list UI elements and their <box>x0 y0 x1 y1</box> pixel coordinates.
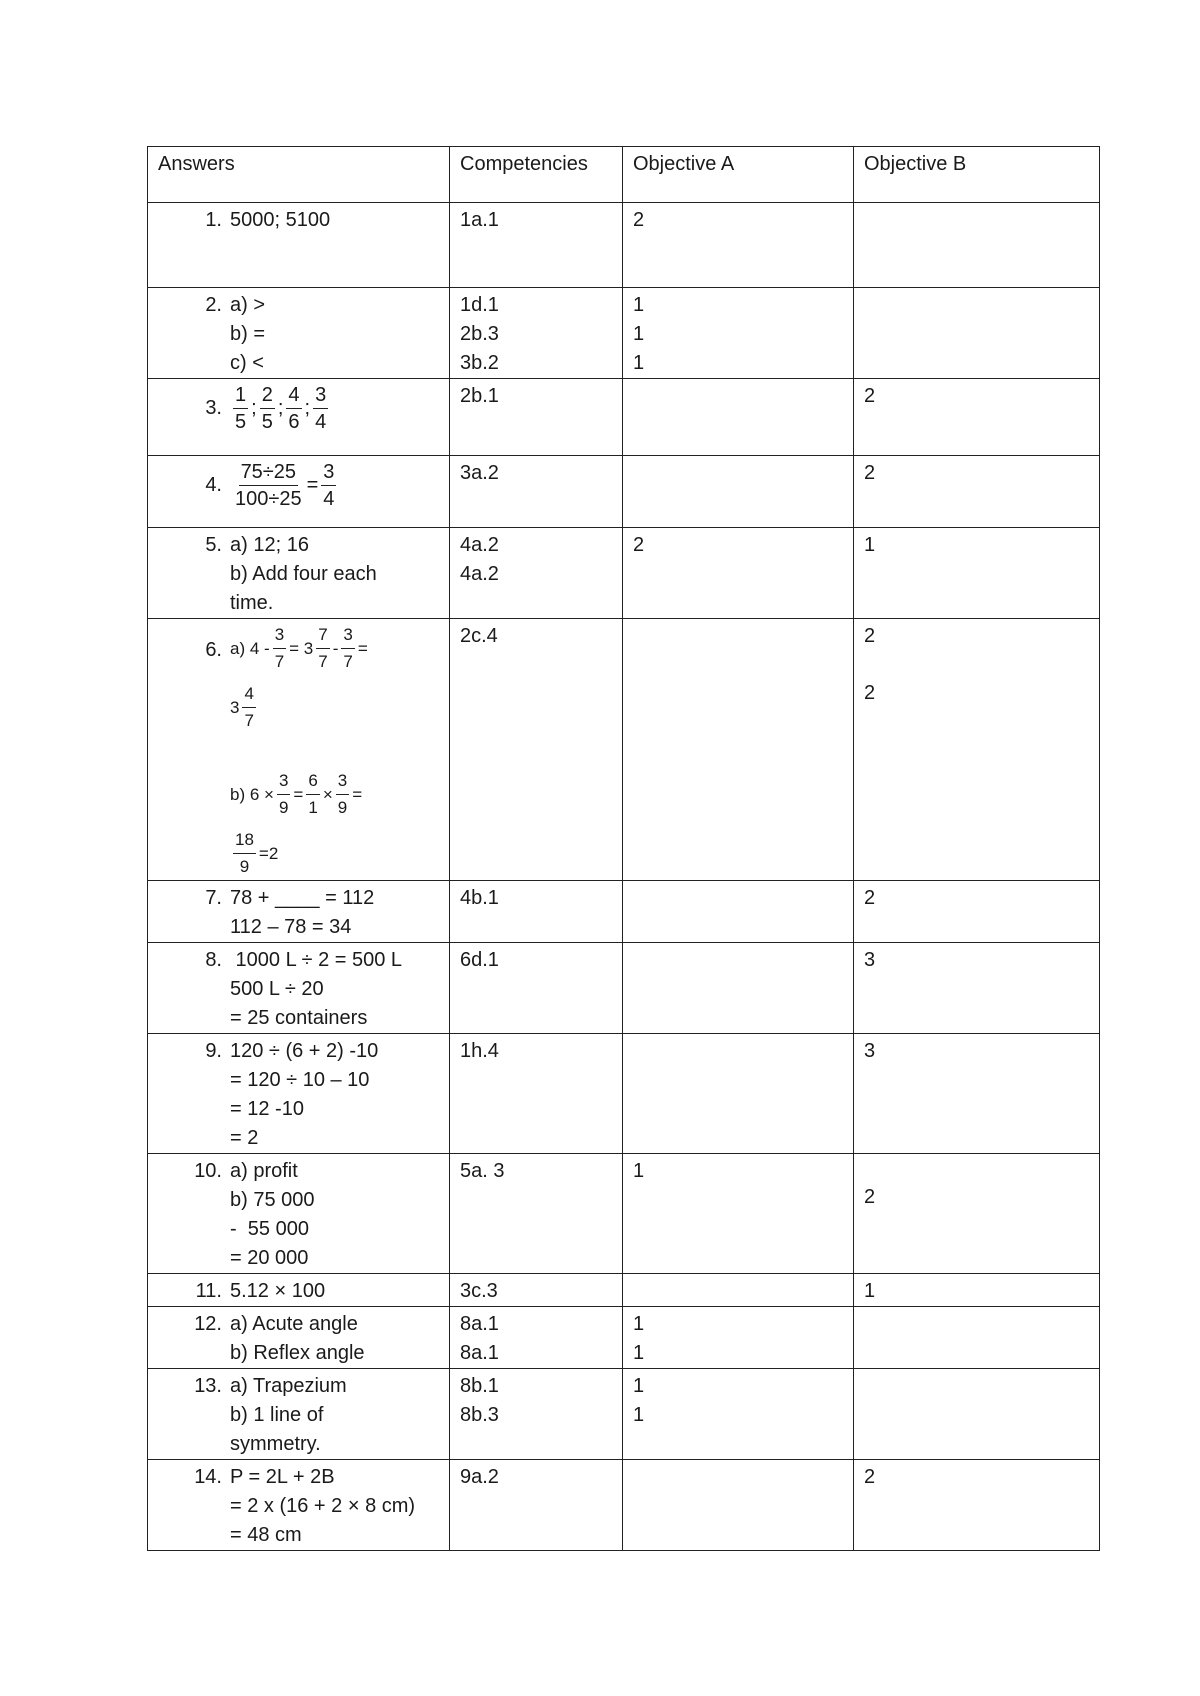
question-number: 10. <box>194 1160 222 1182</box>
answer-cell <box>148 1274 450 1307</box>
table-row <box>148 943 1100 1034</box>
question-number: 2. <box>205 294 222 316</box>
table-row <box>148 1034 1100 1154</box>
answer-line: b) Reflex angle <box>230 1342 365 1364</box>
objective-a-cell <box>623 943 854 1034</box>
competency-code: 4b.1 <box>460 887 499 909</box>
table-row <box>148 1460 1100 1551</box>
table-row <box>148 203 1100 288</box>
competency-code: 2b.3 <box>460 323 499 345</box>
competency-code: 3a.2 <box>460 462 499 484</box>
objective-b-cell <box>854 456 1100 528</box>
objective-b-cell <box>854 881 1100 943</box>
separator: ; <box>304 397 311 419</box>
competency-code: 1h.4 <box>460 1040 499 1062</box>
objective-b-mark: 1 <box>864 534 876 556</box>
objective-b-cell <box>854 1154 1100 1274</box>
table-row <box>148 528 1100 619</box>
answer-line: 78 + ____ = 112 <box>230 887 375 909</box>
objective-a-cell <box>623 1154 854 1274</box>
competency-cell <box>450 1369 623 1460</box>
answer-line: = 25 containers <box>230 1007 368 1029</box>
competency-cell <box>450 619 623 881</box>
competency-code: 1d.1 <box>460 294 499 316</box>
answer-line: 5.12 × 100 <box>230 1280 326 1302</box>
table-row <box>148 1274 1100 1307</box>
question-number: 1. <box>205 209 222 231</box>
answer-line: time. <box>230 592 274 614</box>
table-row <box>148 881 1100 943</box>
answer-line: a) profit <box>230 1160 298 1182</box>
objective-a-cell <box>623 1460 854 1551</box>
header-competencies: Competencies <box>450 147 623 203</box>
answer-line: = 120 ÷ 10 – 10 <box>230 1069 370 1091</box>
fraction: $\frac{75\div 25}{100\div 25}$ <box>235 461 302 510</box>
answer-line: = 12 -10 <box>230 1098 304 1120</box>
objective-a-cell <box>623 528 854 619</box>
competency-code: 8b.3 <box>460 1404 499 1426</box>
objective-b-mark: 2 <box>864 625 876 647</box>
fraction: $\frac{3}{7}$ <box>341 622 354 675</box>
competency-cell <box>450 379 623 456</box>
objective-b-cell <box>854 619 1100 881</box>
answer-cell <box>148 379 450 456</box>
objective-b-cell <box>854 1460 1100 1551</box>
answer-line: a) 12; 16 <box>230 534 309 556</box>
question-number: 6. <box>205 639 222 661</box>
objective-a-mark: 1 <box>633 1404 645 1426</box>
objective-a-cell <box>623 1369 854 1460</box>
competency-code: 9a.2 <box>460 1466 499 1488</box>
answer-part-a: a) 4 - $\frac{3}{7}$ = 3 $\frac{7}{7}$ - $\frac{3}{7}$ = <box>230 622 368 675</box>
objective-a-cell <box>623 288 854 379</box>
objective-a-mark: 1 <box>633 294 645 316</box>
answer-cell <box>148 1154 450 1274</box>
answer-line: = 48 cm <box>230 1524 302 1546</box>
fraction: $\frac{7}{7}$ <box>316 622 329 675</box>
competency-code: 6d.1 <box>460 949 499 971</box>
answer-line: 1000 L ÷ 2 = 500 L <box>230 949 403 971</box>
objective-a-cell <box>623 203 854 288</box>
objective-a-cell <box>623 379 854 456</box>
question-number: 9. <box>205 1040 222 1062</box>
table-row <box>148 1369 1100 1460</box>
objective-a-mark: 1 <box>633 1160 645 1182</box>
fraction: $\frac{4}{6}$ <box>288 384 300 433</box>
answer-key-table <box>147 146 1100 1551</box>
question-number: 7. <box>205 887 222 909</box>
objective-b-cell <box>854 1034 1100 1154</box>
answer-line: b) 1 line of <box>230 1404 324 1426</box>
answer-cell <box>148 881 450 943</box>
answer-line: 120 ÷ (6 + 2) -10 <box>230 1040 379 1062</box>
competency-code: 4a.2 <box>460 534 499 556</box>
objective-a-cell <box>623 881 854 943</box>
fraction: $\frac{4}{7}$ <box>242 681 255 734</box>
answer-part-b-result: $\frac{18}{9}$ =2 <box>230 827 368 880</box>
objective-a-mark: 2 <box>633 209 645 231</box>
competency-code: 8a.1 <box>460 1313 499 1335</box>
question-number: 14. <box>194 1466 222 1488</box>
answer-line: 5000; 5100 <box>230 209 331 231</box>
objective-b-mark: 2 <box>864 887 876 909</box>
objective-b-cell <box>854 1274 1100 1307</box>
answer-line: P = 2L + 2B <box>230 1466 335 1488</box>
fraction: $\frac{3}{9}$ <box>277 768 290 821</box>
header-answers: Answers <box>148 147 450 203</box>
table-row <box>148 1154 1100 1274</box>
answer-line: = 2 x (16 + 2 × 8 cm) <box>230 1495 416 1517</box>
competency-cell <box>450 1307 623 1369</box>
answer-line: - 55 000 <box>230 1218 309 1240</box>
objective-a-mark: 1 <box>633 352 645 374</box>
competency-cell <box>450 456 623 528</box>
answer-line: b) 75 000 <box>230 1189 315 1211</box>
competency-code: 3b.2 <box>460 352 499 374</box>
fraction: $\frac{18}{9}$ <box>233 827 256 880</box>
header-objective-a: Objective A <box>623 147 854 203</box>
separator: ; <box>277 397 284 419</box>
fraction: $\frac{3}{4}$ <box>323 461 335 510</box>
question-number: 4. <box>205 474 222 496</box>
objective-b-mark: 3 <box>864 1040 876 1062</box>
objective-b-mark: 2 <box>864 1186 876 1208</box>
fraction: $\frac{6}{1}$ <box>306 768 319 821</box>
answer-part-a-result: 3 $\frac{4}{7}$ <box>230 681 368 734</box>
fraction: $\frac{3}{7}$ <box>273 622 286 675</box>
answer-line: b) = <box>230 323 266 345</box>
answer-line: a) > <box>230 294 266 316</box>
objective-b-mark: 1 <box>864 1280 876 1302</box>
answer-cell <box>148 203 450 288</box>
competency-code: 8b.1 <box>460 1375 499 1397</box>
table-row <box>148 456 1100 528</box>
competency-code: 1a.1 <box>460 209 499 231</box>
objective-a-cell <box>623 1274 854 1307</box>
question-number: 12. <box>194 1313 222 1335</box>
fraction: $\frac{3}{9}$ <box>336 768 349 821</box>
question-number: 11. <box>195 1280 222 1302</box>
objective-b-mark: 2 <box>864 682 876 704</box>
objective-b-cell <box>854 379 1100 456</box>
answer-line: 112 – 78 = 34 <box>230 916 352 938</box>
objective-b-cell <box>854 528 1100 619</box>
fraction: $\frac{3}{4}$ <box>315 384 327 433</box>
answer-line: a) Trapezium <box>230 1375 347 1397</box>
objective-b-cell <box>854 1369 1100 1460</box>
objective-b-cell <box>854 1307 1100 1369</box>
competency-cell <box>450 943 623 1034</box>
objective-a-cell <box>623 1307 854 1369</box>
answer-part-b: b) 6 × $\frac{3}{9}$ = $\frac{6}{1}$ × $\frac{3}{9}$ = <box>230 768 368 821</box>
answer-line: a) Acute angle <box>230 1313 358 1335</box>
equals-sign: = <box>306 474 319 496</box>
objective-a-cell <box>623 456 854 528</box>
answer-line: c) < <box>230 352 264 374</box>
question-number: 13. <box>194 1375 222 1397</box>
answer-cell <box>148 943 450 1034</box>
competency-code: 2c.4 <box>460 625 498 647</box>
header-objective-b: Objective B <box>854 147 1100 203</box>
answer-cell <box>148 1369 450 1460</box>
answer-cell <box>148 456 450 528</box>
question-number: 5. <box>205 534 222 556</box>
separator: ; <box>251 397 257 419</box>
objective-b-mark: 2 <box>864 462 876 484</box>
objective-a-cell <box>623 619 854 881</box>
fraction: $\frac{2}{5}$ <box>261 384 273 433</box>
objective-b-cell <box>854 943 1100 1034</box>
competency-cell <box>450 1154 623 1274</box>
fraction-sequence <box>230 382 331 435</box>
competency-cell <box>450 1274 623 1307</box>
objective-b-cell <box>854 203 1100 288</box>
objective-a-mark: 1 <box>633 1342 645 1364</box>
answer-cell <box>148 619 450 881</box>
objective-b-mark: 2 <box>864 385 876 407</box>
competency-code: 4a.2 <box>460 563 499 585</box>
answer-line: = 20 000 <box>230 1247 309 1269</box>
answer-cell <box>148 1307 450 1369</box>
objective-b-mark: 2 <box>864 1466 876 1488</box>
question-number: 3. <box>205 397 222 419</box>
competency-code: 3c.3 <box>460 1280 498 1302</box>
table-row <box>148 288 1100 379</box>
answer-line: = 2 <box>230 1127 259 1149</box>
fraction-equation <box>230 459 339 512</box>
question-number: 8. <box>205 949 222 971</box>
answer-cell <box>148 288 450 379</box>
competency-cell <box>450 1460 623 1551</box>
answer-line: b) Add four each <box>230 563 377 585</box>
fraction: $\frac{1}{5}$ <box>235 384 247 433</box>
objective-a-mark: 1 <box>633 1313 645 1335</box>
table-row <box>148 1307 1100 1369</box>
competency-code: 8a.1 <box>460 1342 499 1364</box>
answer-line: 500 L ÷ 20 <box>230 978 324 1000</box>
answer-cell <box>148 528 450 619</box>
competency-cell <box>450 203 623 288</box>
answer-line: symmetry. <box>230 1433 321 1455</box>
header-row <box>148 147 1100 203</box>
competency-cell <box>450 881 623 943</box>
competency-code: 2b.1 <box>460 385 499 407</box>
objective-b-mark: 3 <box>864 949 876 971</box>
objective-a-mark: 2 <box>633 534 645 556</box>
objective-a-cell <box>623 1034 854 1154</box>
competency-cell <box>450 528 623 619</box>
objective-a-mark: 1 <box>633 1375 645 1397</box>
competency-cell <box>450 1034 623 1154</box>
table-row <box>148 619 1100 881</box>
answer-cell <box>148 1460 450 1551</box>
competency-code: 5a. 3 <box>460 1160 505 1182</box>
answer-cell <box>148 1034 450 1154</box>
table-row <box>148 379 1100 456</box>
competency-cell <box>450 288 623 379</box>
objective-b-cell <box>854 288 1100 379</box>
objective-a-mark: 1 <box>633 323 645 345</box>
